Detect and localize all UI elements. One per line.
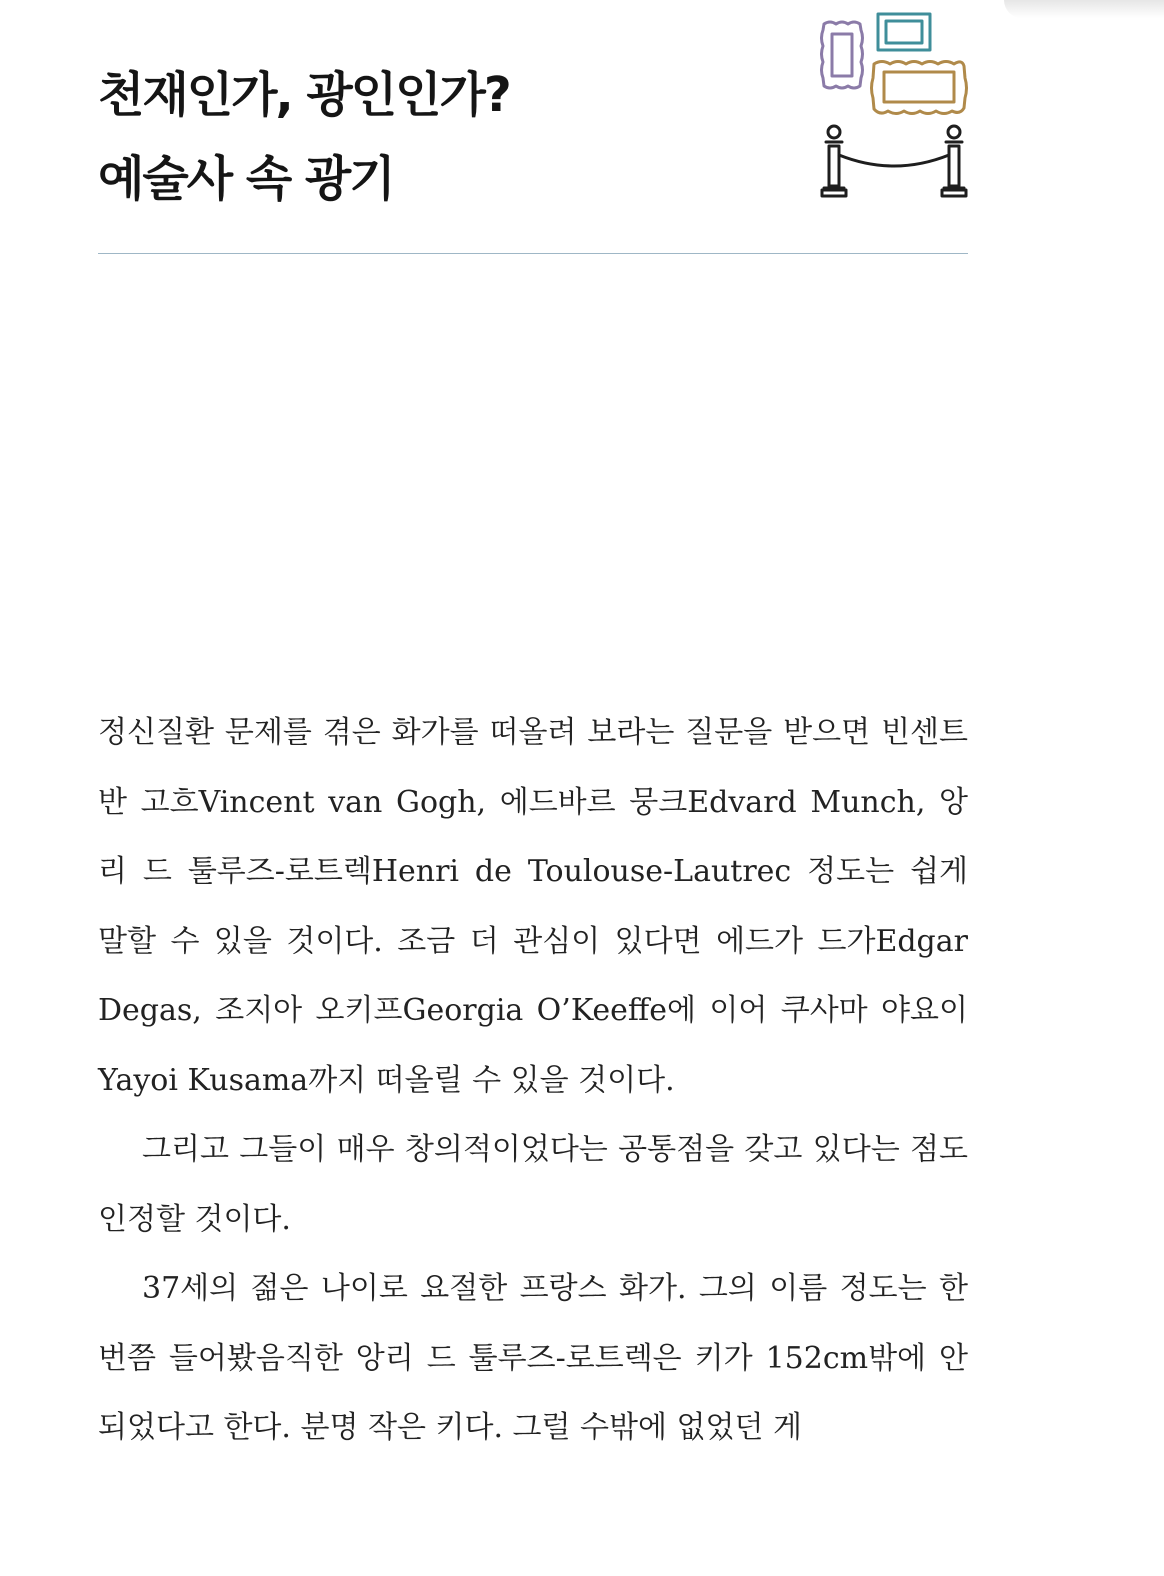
purple-frame-icon — [822, 22, 863, 88]
stanchion-rope-icon — [822, 126, 966, 196]
body-paragraph-1: 정신질환 문제를 겪은 화가를 떠올려 보라는 질문을 받으면 빈센트 반 고흐Vincent van Gogh, 에드바르 뭉크Edvard Munch, 앙리 드 툴루즈-로트렉Henri de Toulouse-Lautrec 정도는 쉽게 말할 수 있을 것이다. 조금 더 관심이 있다면 에드가 드가Edgar Degas, 조지아 오키프Georgia O’Keeffe에 이어 쿠사마 야요이Yayoi Kusama까지 떠올릴 수 있을 것이다. — [98, 715, 968, 1098]
chapter-header — [98, 40, 968, 255]
body-text — [98, 698, 968, 1463]
chapter-title-line-2: 예술사 속 광기 — [98, 151, 394, 207]
ochre-frame-icon — [872, 62, 967, 114]
teal-frame-icon — [878, 14, 930, 50]
gallery-frames-and-stanchions-icon — [820, 12, 968, 212]
chapter-title-line-1: 천재인가, 광인인가? — [98, 67, 510, 123]
body-paragraph-3: 37세의 젊은 나이로 요절한 프랑스 화가. 그의 이름 정도는 한 번쯤 들어봤음직한 앙리 드 툴루즈-로트렉은 키가 152cm밖에 안 되었다고 한다. 분명 작은 키다. 그럴 수밖에 없었던 게 — [98, 1271, 968, 1445]
header-divider — [98, 253, 968, 254]
page-edge-shadow — [1004, 0, 1164, 18]
body-paragraph-2: 그리고 그들이 매우 창의적이었다는 공통점을 갖고 있다는 점도 인정할 것이다. — [98, 1132, 968, 1237]
